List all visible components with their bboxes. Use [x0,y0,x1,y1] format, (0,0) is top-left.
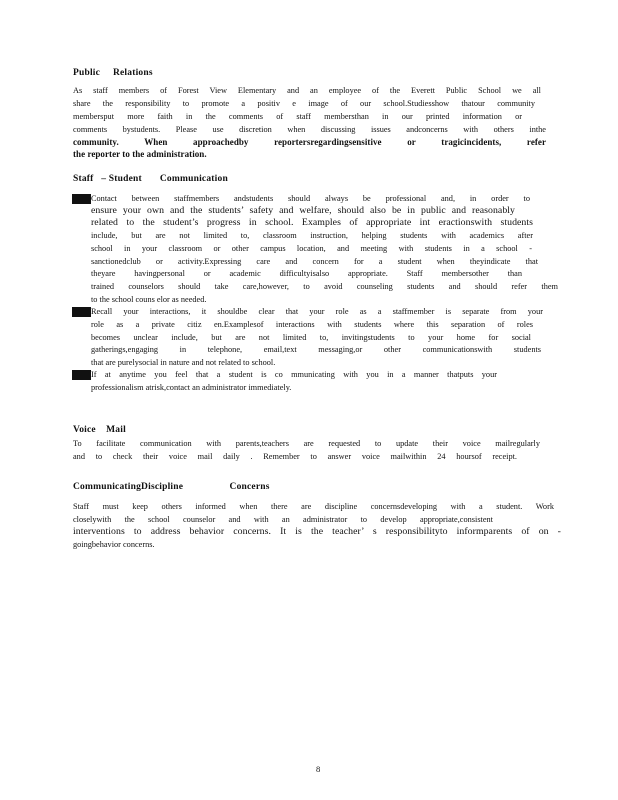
ss-p1-line-7: theyare havingpersonal or academic difficultyisalso appropriate. Staff membersother than [91,269,522,278]
ss-p1-line-8: trained counselors should take care,however, to avoid counseling students and should refer them [91,282,558,291]
ss-p3-line-1: If at anytime you feel that a student is co mmunicating with you in a manner thatputs your [91,370,497,379]
ss-p2-line-5: that are purelysocial in nature and not related to school. [91,358,276,367]
ss-p2-line-4: gatherings,engaging in telephone, email,text messaging,or other communicationswith students [91,345,541,354]
section-heading-staff-student: Staff – Student Communication [73,174,228,184]
vm-line-1: To facilitate communication with parents,teachers are requested to update their voice mailregularly [73,439,540,448]
ss-p1-line-1: Contact between staffmembers andstudents should always be professional and, in order to [91,194,530,203]
dc-line-3: interventions to address behavior concerns. It is the teacher’ s responsibilityto informparents of on - [73,526,561,537]
pr-line-4: comments bystudents. Please use discretion when discussing issues andconcerns with others inthe [73,125,546,134]
vm-line-2: and to check their voice mail daily . Remember to answer voice mailwithin 24 hoursof receipt. [73,452,517,461]
ss-p2-line-2: role as a private citiz en.Examplesof interactions with students where this separation of roles [91,320,533,329]
section-heading-public-relations: Public Relations [73,68,153,78]
section-heading-discipline: CommunicatingDiscipline Concerns [73,482,270,492]
ss-p2-line-1: Recall your interactions, it shouldbe clear that your role as a staffmember is separate from your [91,307,543,316]
redaction-mark [72,307,91,317]
pr-line-3: membersput more faith in the comments of staff membersthan in our printed information or [73,112,522,121]
pr-line-6: the reporter to the administration. [73,149,207,159]
ss-p1-line-6: sanctionedclub or activity.Expressing care and concern for a student when theyindicate that [91,257,538,266]
ss-p1-line-3: related to the student’s progress in school. Examples of appropriate int eractionswith students [91,217,533,228]
page-number: 8 [316,764,321,774]
ss-p3-line-2: professionalism atrisk,contact an administrator immediately. [91,383,292,392]
dc-line-2: closelywith the school counselor and with an administrator to develop appropriate,consistent [73,515,493,524]
pr-line-2: share the responsibility to promote a positiv e image of our school.Studiesshow thatour community [73,99,535,108]
ss-p1-line-2: ensure your own and the students’ safety and welfare, should also be in public and reasonably [91,205,515,216]
section-heading-voice-mail: Voice Mail [73,425,126,435]
dc-line-1: Staff must keep others informed when there are discipline concernsdeveloping with a student. Work [73,502,554,511]
redaction-mark [72,194,91,204]
ss-p1-line-9: to the school couns elor as needed. [91,295,207,304]
ss-p2-line-3: becomes unclear include, but are not limited to, invitingstudents to your home for social [91,333,531,342]
redaction-mark [72,370,91,380]
pr-line-5: community. When approachedby reportersregardingsensitive or tragicincidents, refer [73,137,546,147]
pr-line-1: As staff members of Forest View Elementary and an employee of the Everett Public School we all [73,86,541,95]
ss-p1-line-4: include, but are not limited to, classroom instruction, helping students with academics after [91,231,533,240]
dc-line-4: goingbehavior concerns. [73,540,155,549]
ss-p1-line-5: school in your classroom or other campus location, and meeting with students in a school - [91,244,532,253]
